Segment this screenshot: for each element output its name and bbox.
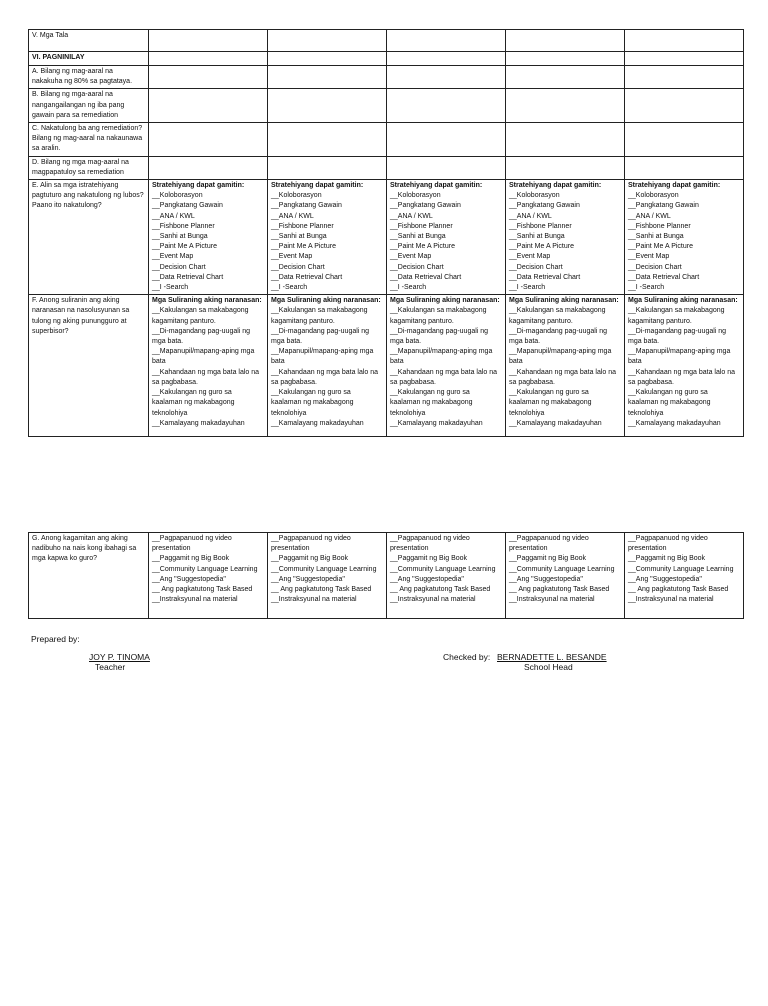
notes-row [29, 30, 744, 52]
problem-item: __Di-magandang pag-uugali ng mga bata. [390, 327, 489, 346]
material-item: __Paggamit ng Big Book [390, 555, 468, 563]
strategy-item: __Sanhi at Bunga [390, 233, 446, 241]
dll-reflection-table [28, 29, 744, 437]
strategy-cell [387, 180, 506, 295]
problem-item: __Kamalayang makadayuhan [390, 419, 483, 427]
strategy-item: __Fishbone Planner [390, 222, 453, 230]
problem-item: __Kakulangan ng guro sa kaalaman ng makabagong teknolohiya [509, 389, 592, 417]
strategy-heading: Stratehiyang dapat gamitin: [509, 182, 602, 190]
row-a-label: A. Bilang ng mag-aaral na nakakuha ng 80% sa pagtataya. [29, 66, 149, 89]
strategy-item: __Paint Me A Picture [509, 243, 574, 251]
problem-item: __Kakulangan ng guro sa kaalaman ng makabagong teknolohiya [628, 389, 711, 417]
material-item: __ Ang pagkatutong Task Based [152, 586, 253, 594]
strategy-item: __Paint Me A Picture [271, 243, 336, 251]
material-item: __Community Language Learning [152, 565, 258, 573]
problem-item: __Mapanupil/mapang-aping mga bata [509, 348, 612, 366]
strategy-cell [506, 180, 625, 295]
problem-item: __Mapanupil/mapang-aping mga bata [628, 348, 731, 366]
notes-label: V. Mga Tala [29, 30, 149, 52]
material-item: __Community Language Learning [390, 565, 496, 573]
strategy-item: __Fishbone Planner [271, 222, 334, 230]
strategy-item: __Sanhi at Bunga [271, 233, 327, 241]
strategy-item: __Event Map [390, 253, 432, 261]
materials-cell [625, 533, 744, 619]
strategy-item: __Event Map [628, 253, 670, 261]
strategy-item: __Data Retrieval Chart [628, 273, 700, 281]
strategy-item: __Pangkatang Gawain [509, 202, 580, 210]
problem-item: __Kamalayang makadayuhan [271, 419, 364, 427]
material-item: __Community Language Learning [271, 565, 377, 573]
strategy-heading: Stratehiyang dapat gamitin: [271, 182, 364, 190]
material-item: __ Ang pagkatutong Task Based [271, 586, 372, 594]
strategy-cell [268, 180, 387, 295]
problem-item: __Kakulangan sa makabagong kagamitang panturo. [509, 307, 606, 325]
problem-item: __Kamalayang makadayuhan [628, 419, 721, 427]
strategy-heading: Stratehiyang dapat gamitin: [390, 182, 483, 190]
strategy-heading: Stratehiyang dapat gamitin: [152, 182, 245, 190]
problem-item: __Kahandaan ng mga bata lalo na sa pagbabasa. [628, 368, 736, 386]
material-item: __Pagpapanuod ng video presentation [390, 535, 470, 553]
material-item: __Community Language Learning [509, 565, 615, 573]
strategy-item: __Data Retrieval Chart [152, 273, 224, 281]
strategy-cell [149, 180, 268, 295]
strategy-item: __Data Retrieval Chart [509, 273, 581, 281]
problem-item: __Kahandaan ng mga bata lalo na sa pagbabasa. [390, 368, 498, 386]
problem-item: __Kakulangan sa makabagong kagamitang panturo. [628, 307, 725, 325]
problem-item: __Kahandaan ng mga bata lalo na sa pagbabasa. [271, 368, 379, 386]
strategy-item: __ANA / KWL [271, 212, 314, 220]
problem-cell [625, 295, 744, 437]
problem-item: __Mapanupil/mapang-aping mga bata [271, 348, 374, 366]
strategy-item: __ANA / KWL [628, 212, 671, 220]
row-d-label: D. Bilang ng mga mag-aaral na magpapatuloy sa remediation [29, 156, 149, 179]
row-f-label: F. Anong suliranin ang aking naranasan na nasolusyunan sa tulong ng aking punungguro at superbisor? [29, 295, 149, 437]
problem-item: __Kakulangan sa makabagong kagamitang panturo. [271, 307, 368, 325]
strategy-item: __ANA / KWL [390, 212, 433, 220]
strategy-item: __Decision Chart [509, 263, 563, 271]
strategy-item: __Event Map [271, 253, 313, 261]
strategy-item: __I -Search [390, 284, 427, 292]
material-item: __ Ang pagkatutong Task Based [628, 586, 729, 594]
prepared-by-label: Prepared by: [31, 634, 80, 644]
row-d [29, 156, 744, 179]
row-a [29, 66, 744, 89]
material-item: __Paggamit ng Big Book [271, 555, 349, 563]
material-item: __Community Language Learning [628, 565, 734, 573]
row-f [29, 295, 744, 437]
strategy-item: __Sanhi at Bunga [509, 233, 565, 241]
strategy-item: __Pangkatang Gawain [152, 202, 223, 210]
row-c-label: C. Nakatulong ba ang remediation? Bilang ng mag-aaral na nakaunawa sa aralin. [29, 123, 149, 157]
teacher-name: JOY P. TINOMA [89, 652, 150, 662]
material-item: __Ang "Suggestopedia" [271, 575, 345, 583]
materials-cell [387, 533, 506, 619]
material-item: __Paggamit ng Big Book [152, 555, 230, 563]
material-item: __Instraksyunal na material [628, 596, 714, 604]
problem-item: __Kakulangan sa makabagong kagamitang panturo. [152, 307, 249, 325]
strategy-item: __Paint Me A Picture [628, 243, 693, 251]
problem-cell [387, 295, 506, 437]
problem-item: __Kahandaan ng mga bata lalo na sa pagbabasa. [509, 368, 617, 386]
strategy-item: __Decision Chart [390, 263, 444, 271]
strategy-item: __Koloborasyon [509, 192, 560, 200]
strategy-item: __Koloborasyon [628, 192, 679, 200]
row-b [29, 89, 744, 123]
problem-heading: Mga Suliraning aking naranasan: [152, 297, 262, 305]
row-c [29, 123, 744, 157]
strategy-item: __Event Map [152, 253, 194, 261]
strategy-item: __Fishbone Planner [628, 222, 691, 230]
material-item: __Pagpapanuod ng video presentation [152, 535, 232, 553]
strategy-item: __Fishbone Planner [152, 222, 215, 230]
school-head-name: BERNADETTE L. BESANDE [497, 652, 607, 662]
problem-heading: Mga Suliraning aking naranasan: [509, 297, 619, 305]
material-item: __Ang "Suggestopedia" [390, 575, 464, 583]
material-item: __Pagpapanuod ng video presentation [509, 535, 589, 553]
strategy-heading: Stratehiyang dapat gamitin: [628, 182, 721, 190]
dll-materials-table [28, 532, 744, 619]
problem-cell [268, 295, 387, 437]
material-item: __ Ang pagkatutong Task Based [390, 586, 491, 594]
reflection-row [29, 52, 744, 66]
strategy-item: __Decision Chart [152, 263, 206, 271]
material-item: __Pagpapanuod ng video presentation [271, 535, 351, 553]
teacher-role: Teacher [95, 662, 126, 672]
problem-item: __Kakulangan ng guro sa kaalaman ng makabagong teknolohiya [152, 389, 235, 417]
strategy-item: __I -Search [271, 284, 308, 292]
strategy-cell [625, 180, 744, 295]
strategy-item: __Pangkatang Gawain [628, 202, 699, 210]
materials-cell [268, 533, 387, 619]
material-item: __Instraksyunal na material [390, 596, 476, 604]
strategy-item: __Fishbone Planner [509, 222, 572, 230]
material-item: __Instraksyunal na material [271, 596, 357, 604]
material-item: __Instraksyunal na material [509, 596, 595, 604]
strategy-item: __Pangkatang Gawain [390, 202, 461, 210]
problem-item: __Di-magandang pag-uugali ng mga bata. [271, 327, 370, 346]
problem-item: __Di-magandang pag-uugali ng mga bata. [628, 327, 727, 346]
strategy-item: __ANA / KWL [152, 212, 195, 220]
problem-item: __Kakulangan sa makabagong kagamitang panturo. [390, 307, 487, 325]
strategy-item: __Koloborasyon [152, 192, 203, 200]
problem-item: __Kamalayang makadayuhan [152, 419, 245, 427]
material-item: __Paggamit ng Big Book [509, 555, 587, 563]
strategy-item: __I -Search [152, 284, 189, 292]
problem-cell [506, 295, 625, 437]
strategy-item: __Sanhi at Bunga [152, 233, 208, 241]
strategy-item: __Paint Me A Picture [152, 243, 217, 251]
row-e [29, 180, 744, 295]
strategy-item: __Event Map [509, 253, 551, 261]
strategy-item: __Data Retrieval Chart [271, 273, 343, 281]
material-item: __Paggamit ng Big Book [628, 555, 706, 563]
strategy-item: __Koloborasyon [390, 192, 441, 200]
reflection-label: VI. PAGNINILAY [29, 52, 149, 66]
row-g [29, 533, 744, 619]
strategy-item: __Sanhi at Bunga [628, 233, 684, 241]
problem-heading: Mga Suliraning aking naranasan: [390, 297, 500, 305]
school-head-role: School Head [524, 662, 573, 672]
materials-cell [149, 533, 268, 619]
problem-item: __Kahandaan ng mga bata lalo na sa pagbabasa. [152, 368, 260, 386]
strategy-item: __I -Search [509, 284, 546, 292]
checked-by-label: Checked by: [443, 652, 491, 662]
problem-item: __Di-magandang pag-uugali ng mga bata. [152, 327, 251, 346]
strategy-item: __Paint Me A Picture [390, 243, 455, 251]
materials-cell [506, 533, 625, 619]
strategy-item: __Decision Chart [628, 263, 682, 271]
strategy-item: __Data Retrieval Chart [390, 273, 462, 281]
strategy-item: __I -Search [628, 284, 665, 292]
material-item: __Instraksyunal na material [152, 596, 238, 604]
material-item: __ Ang pagkatutong Task Based [509, 586, 610, 594]
material-item: __Ang "Suggestopedia" [152, 575, 226, 583]
problem-heading: Mga Suliraning aking naranasan: [628, 297, 738, 305]
problem-item: __Di-magandang pag-uugali ng mga bata. [509, 327, 608, 346]
problem-item: __Kamalayang makadayuhan [509, 419, 602, 427]
strategy-item: __Decision Chart [271, 263, 325, 271]
problem-item: __Kakulangan ng guro sa kaalaman ng makabagong teknolohiya [390, 389, 473, 417]
problem-item: __Mapanupil/mapang-aping mga bata [390, 348, 493, 366]
row-e-label: E. Alin sa mga istratehiyang pagtuturo ang nakatulong ng lubos? Paano ito nakatulong? [29, 180, 149, 295]
problem-cell [149, 295, 268, 437]
row-b-label: B. Bilang ng mga-aaral na nangangailangan ng iba pang gawain para sa remediation [29, 89, 149, 123]
material-item: __Ang "Suggestopedia" [628, 575, 702, 583]
problem-item: __Kakulangan ng guro sa kaalaman ng makabagong teknolohiya [271, 389, 354, 417]
strategy-item: __Koloborasyon [271, 192, 322, 200]
strategy-item: __ANA / KWL [509, 212, 552, 220]
problem-heading: Mga Suliraning aking naranasan: [271, 297, 381, 305]
material-item: __Pagpapanuod ng video presentation [628, 535, 708, 553]
material-item: __Ang "Suggestopedia" [509, 575, 583, 583]
problem-item: __Mapanupil/mapang-aping mga bata [152, 348, 255, 366]
strategy-item: __Pangkatang Gawain [271, 202, 342, 210]
row-g-label: G. Anong kagamitan ang aking nadibuho na nais kong ibahagi sa mga kapwa ko guro? [29, 533, 149, 619]
